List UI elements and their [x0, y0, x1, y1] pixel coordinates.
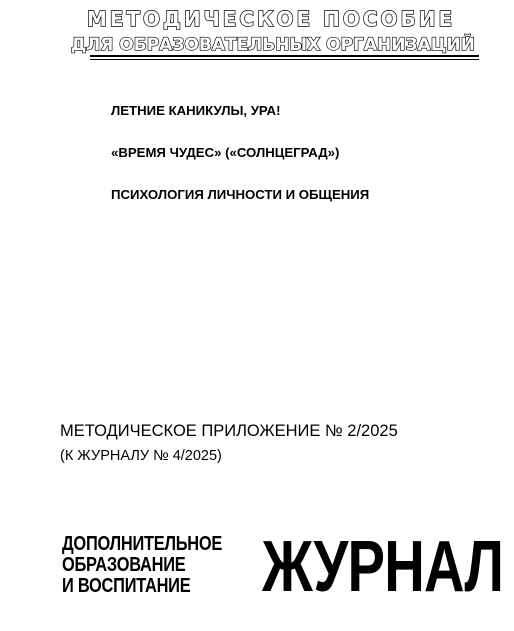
supplement-title: МЕТОДИЧЕСКОЕ ПРИЛОЖЕНИЕ № 2/2025: [60, 422, 398, 440]
masthead-rule-thin: [90, 59, 479, 60]
journal-name-line-3: И ВОСПИТАНИЕ: [62, 575, 191, 597]
topic-list: [111, 103, 491, 229]
masthead-graphic: [0, 4, 514, 64]
journal-word: ЖУРНАЛ: [262, 527, 504, 607]
masthead-rule-thick: [90, 55, 479, 57]
journal-logo: [62, 527, 504, 614]
journal-name-line-1: ДОПОЛНИТЕЛЬНОЕ: [62, 533, 223, 555]
masthead-title: МЕТОДИЧЕСКОЕ ПОСОБИЕ: [86, 7, 456, 31]
topic-item-psychology: ПСИХОЛОГИЯ ЛИЧНОСТИ И ОБЩЕНИЯ: [111, 187, 370, 202]
journal-name-stack: [62, 534, 257, 597]
masthead: [0, 4, 514, 64]
supplement-subtitle: (К ЖУРНАЛУ № 4/2025): [60, 448, 222, 464]
journal-name-line-2: ОБРАЗОВАНИЕ: [62, 554, 186, 576]
topic-item-time-of-wonders: «ВРЕМЯ ЧУДЕС» («СОЛНЦЕГРАД»): [111, 145, 340, 160]
supplement-block: [60, 421, 500, 465]
masthead-subtitle: ДЛЯ ОБРАЗОВАТЕЛЬНЫХ ОРГАНИЗАЦИЙ: [71, 35, 475, 55]
topic-item-summer: ЛЕТНИЕ КАНИКУЛЫ, УРА!: [111, 103, 281, 118]
